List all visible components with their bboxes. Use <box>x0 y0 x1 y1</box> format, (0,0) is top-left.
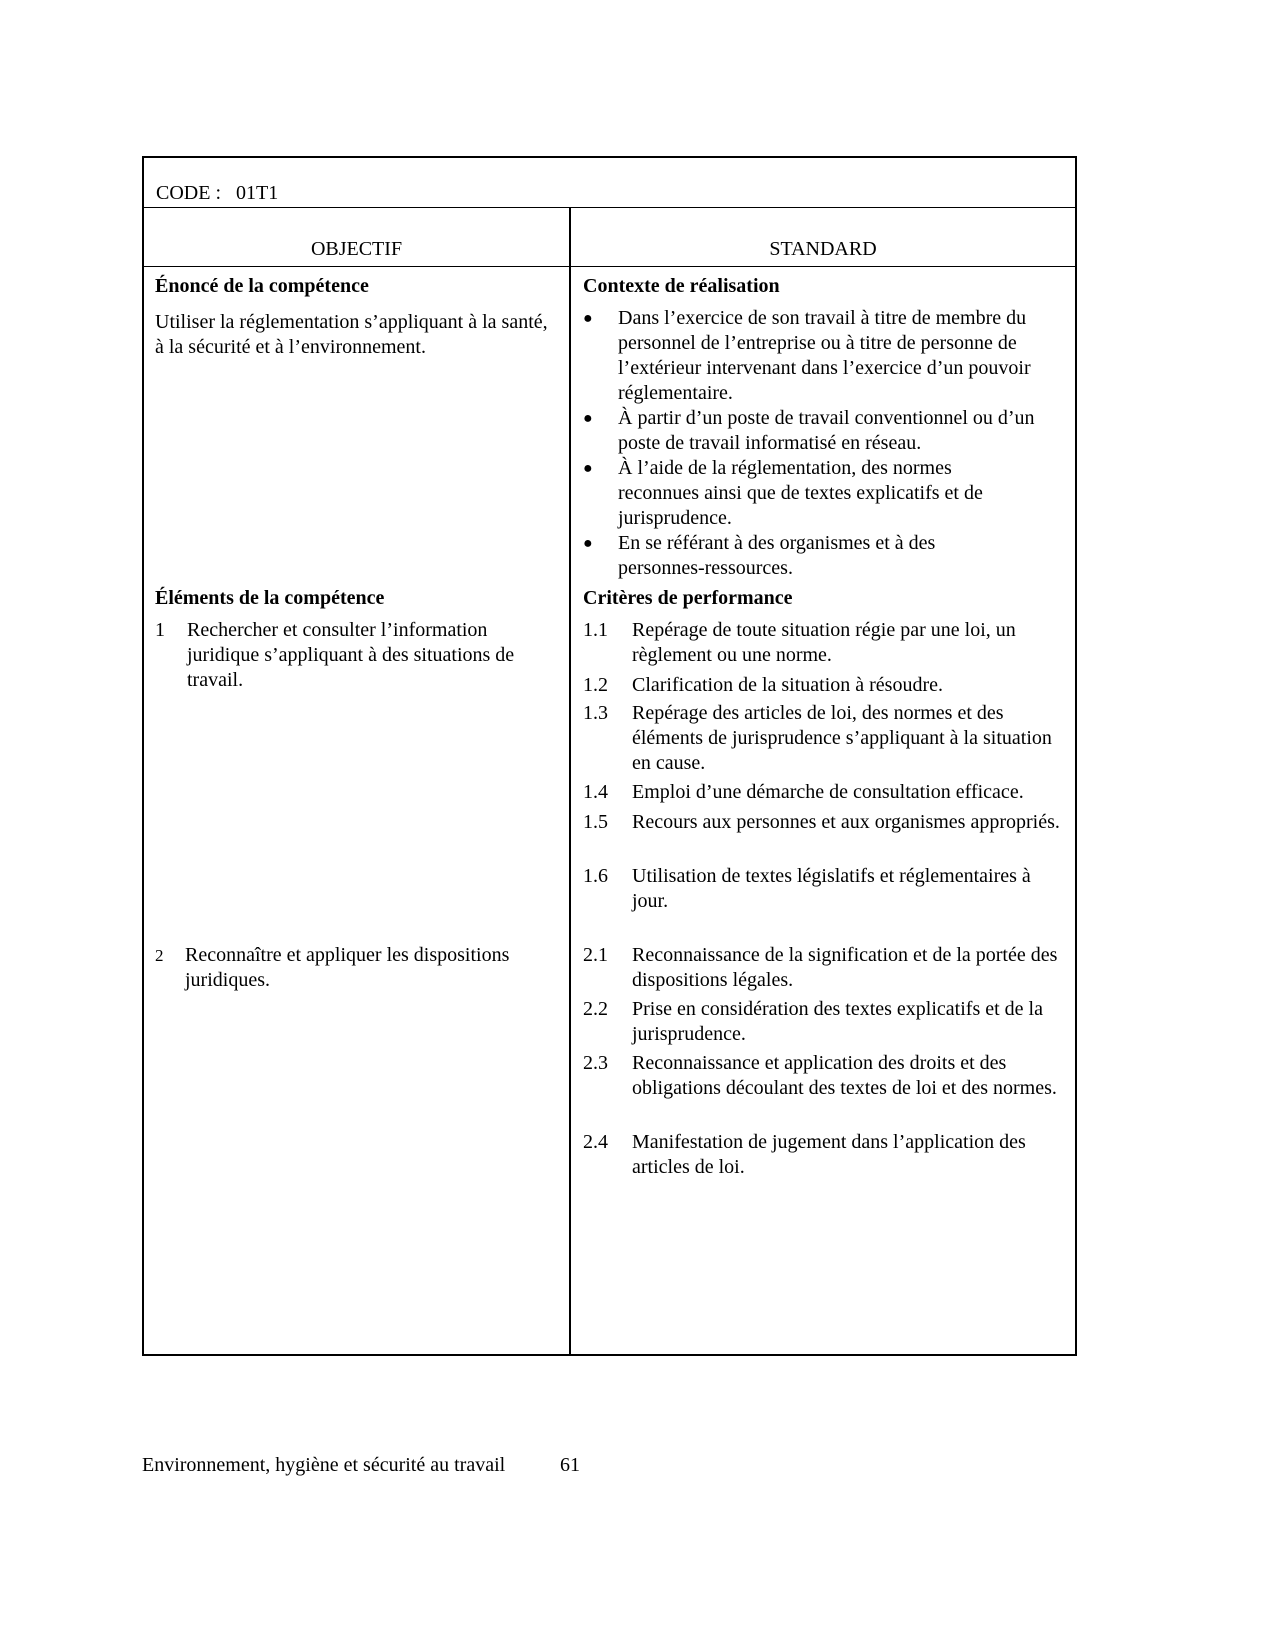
criteres-title: Critères de performance <box>583 587 793 609</box>
critere-number: 2.4 <box>583 1131 608 1153</box>
critere-number: 1.3 <box>583 702 608 724</box>
critere-text: Repérage des articles de loi, des normes et des éléments de jurisprudence s’appliquant à la situation en cause. <box>632 702 1052 774</box>
critere-number: 2.2 <box>583 998 608 1020</box>
bullet-text: En se référant à des organismes et à des personnes-ressources. <box>618 532 936 579</box>
critere-text: Utilisation de textes législatifs et réglementaires à jour. <box>632 865 1031 912</box>
code-label: CODE : <box>156 182 221 204</box>
enonce-text: Utiliser la réglementation s’appliquant à la santé, à la sécurité et à l’environnement. <box>155 311 548 358</box>
element-text: Rechercher et consulter l’information juridique s’appliquant à des situations de travail. <box>187 619 515 691</box>
footer-title: Environnement, hygiène et sécurité au travail <box>142 1454 506 1476</box>
bullet-text: Dans l’exercice de son travail à titre de membre du personnel de l’entreprise ou à titre de personne de l’extérieur intervenant dans l’exercice d’un pouvoir réglementaire. <box>618 307 1031 404</box>
critere-number: 2.1 <box>583 944 608 966</box>
code-value: 01T1 <box>236 182 279 204</box>
bullet-icon: ● <box>583 310 593 327</box>
header-objectif: OBJECTIF <box>310 238 403 260</box>
critere-text: Reconnaissance de la signification et de la portée des dispositions légales. <box>632 944 1058 991</box>
critere-number: 1.6 <box>583 865 608 887</box>
header-standard: STANDARD <box>769 238 877 260</box>
page-number: 61 <box>560 1454 580 1476</box>
element-number: 2 <box>155 946 164 965</box>
critere-text: Emploi d’une démarche de consultation efficace. <box>632 781 1024 803</box>
element-number: 1 <box>155 619 165 641</box>
bullet-icon: ● <box>583 535 593 552</box>
critere-text: Repérage de toute situation régie par une loi, un règlement ou une norme. <box>632 619 1016 666</box>
critere-number: 1.4 <box>583 781 608 803</box>
enonce-title: Énoncé de la compétence <box>155 275 369 297</box>
critere-number: 1.5 <box>583 811 608 833</box>
critere-number: 1.1 <box>583 619 608 641</box>
element-text: Reconnaître et appliquer les dispositions juridiques. <box>185 944 510 991</box>
critere-text: Manifestation de jugement dans l’application des articles de loi. <box>632 1131 1026 1178</box>
bullet-text: À partir d’un poste de travail conventionnel ou d’un poste de travail informatisé en réseau. <box>618 407 1035 454</box>
critere-text: Clarification de la situation à résoudre. <box>632 674 944 696</box>
bullet-icon: ● <box>583 410 593 427</box>
critere-text: Prise en considération des textes explicatifs et de la jurisprudence. <box>632 998 1043 1045</box>
critere-number: 1.2 <box>583 674 608 696</box>
bullet-icon: ● <box>583 460 593 477</box>
critere-text: Reconnaissance et application des droits et des obligations découlant des textes de loi et des normes. <box>632 1052 1057 1099</box>
contexte-title: Contexte de réalisation <box>583 275 780 297</box>
critere-number: 2.3 <box>583 1052 608 1074</box>
elements-title: Éléments de la compétence <box>155 587 385 609</box>
code-row <box>156 181 278 206</box>
critere-text: Recours aux personnes et aux organismes appropriés. <box>632 811 1060 833</box>
bullet-text: À l’aide de la réglementation, des normes reconnues ainsi que de textes explicatifs et de jurisprudence. <box>618 457 983 529</box>
